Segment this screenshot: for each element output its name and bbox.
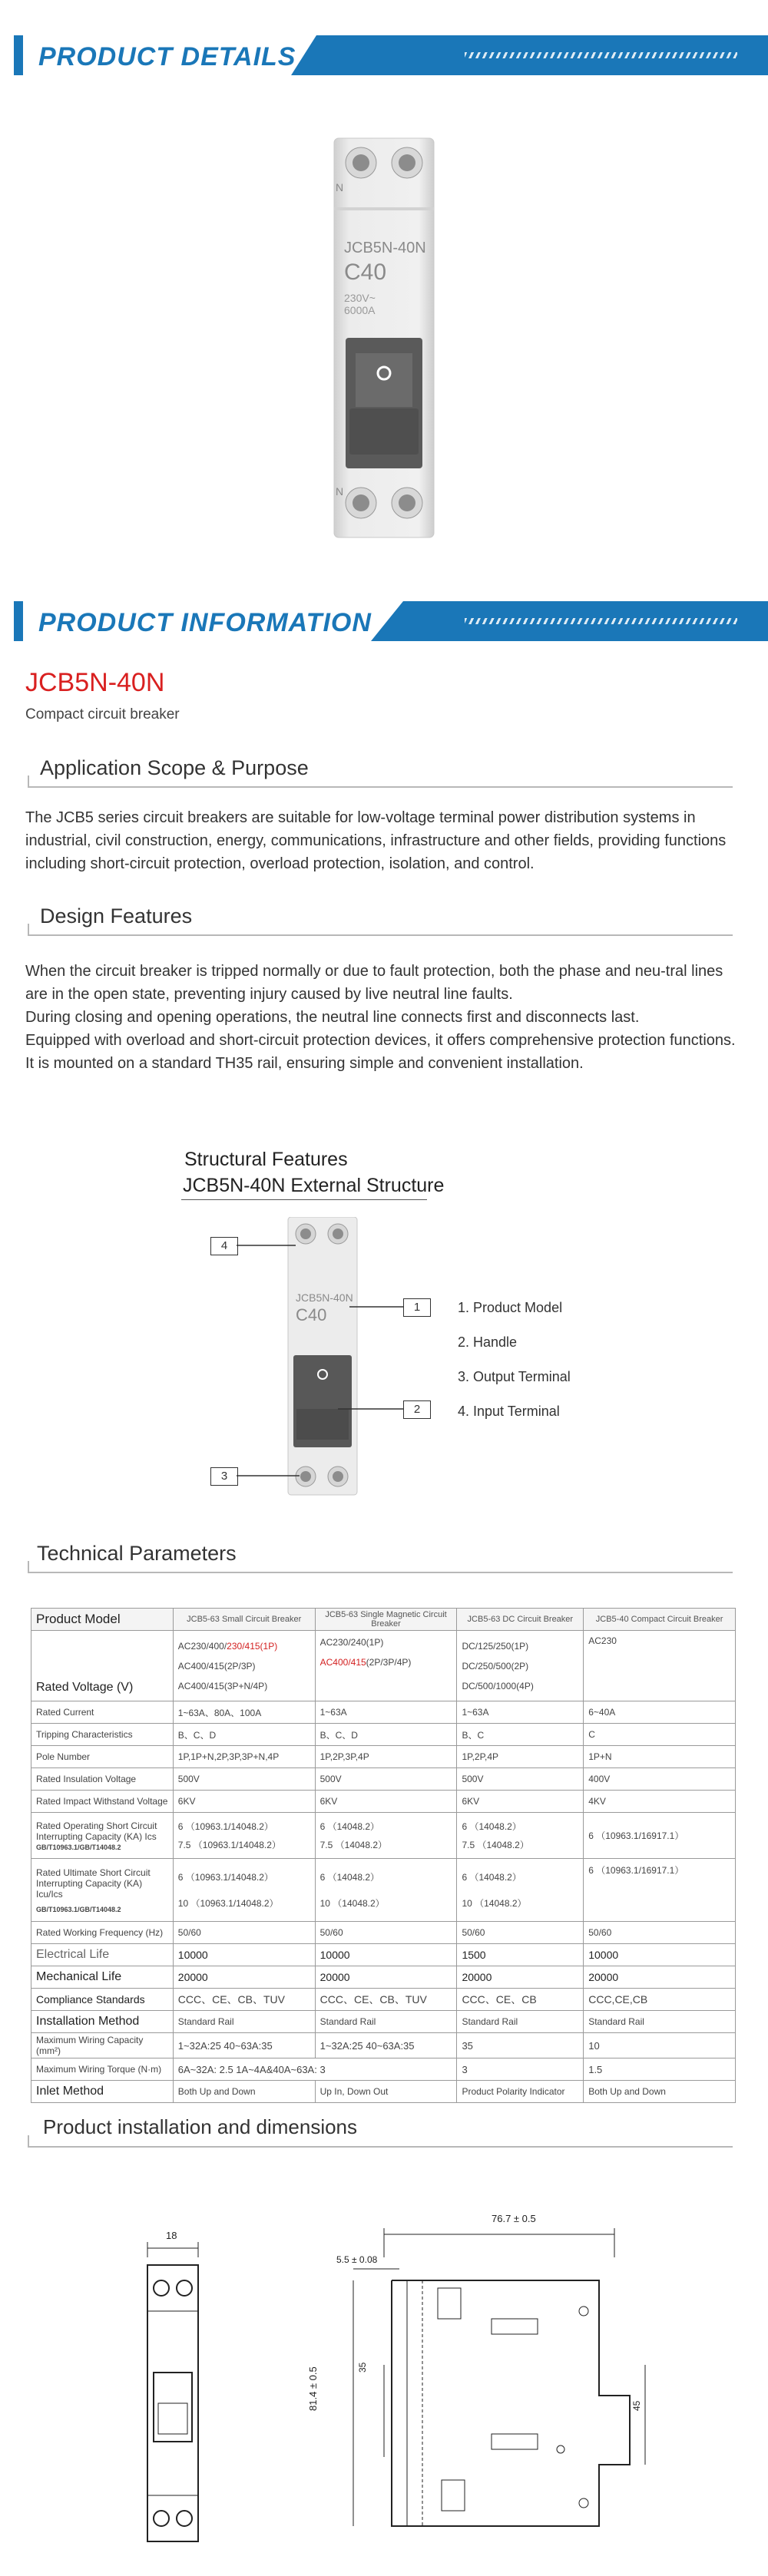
table-row — [31, 1966, 736, 1989]
table-cell: 10000 — [315, 1944, 457, 1966]
table-cell: 1P+N — [584, 1746, 736, 1768]
table-cell: 6A~32A: 2.5 1A~4A&40A~63A: 3 — [173, 2058, 457, 2081]
table-cell: CCC、CE、CB、TUV — [315, 1989, 457, 2011]
table-cell: 1500 — [457, 1944, 584, 1966]
heading-underline — [28, 1572, 733, 1573]
table-row — [31, 1746, 736, 1768]
table-cell: 10000 — [173, 1944, 315, 1966]
product-capacity-label: 6000A — [344, 304, 376, 316]
table-header-row — [31, 1609, 736, 1631]
neutral-mark-top: N — [336, 181, 344, 193]
table-cell: B、C、D — [315, 1724, 457, 1746]
legend-input-terminal: 4. Input Terminal — [458, 1404, 560, 1419]
table-cell: 500V — [173, 1768, 315, 1791]
table-cell: 1~63A — [457, 1701, 584, 1724]
design-line: Equipped with overload and short-circuit protection devices, it offers comprehensive protection functions. — [25, 1032, 736, 1049]
row-label: Electrical Life — [31, 1944, 174, 1966]
row-label: Rated Current — [31, 1701, 174, 1724]
installation-heading: Product installation and dimensions — [43, 2115, 358, 2138]
table-cell: 1.5 — [584, 2058, 736, 2081]
table-row — [31, 1724, 736, 1746]
callout-1: 1 — [403, 1298, 431, 1317]
table-cell: 1~63A — [315, 1701, 457, 1724]
front-view-drawing — [131, 2227, 223, 2549]
table-cell: AC230 — [584, 1631, 736, 1701]
diagram-rating-label: C40 — [296, 1305, 327, 1324]
table-cell: 6 （10963.1/14048.2） 10 （10963.1/14048.2） — [173, 1859, 315, 1922]
table-cell: CCC、CE、CB、TUV — [173, 1989, 315, 2011]
structure-title: Structural Features — [184, 1149, 348, 1170]
callout-2: 2 — [403, 1400, 431, 1419]
table-cell: 3 — [457, 2058, 584, 2081]
table-cell: 6 （14048.2） 10 （14048.2） — [457, 1859, 584, 1922]
table-row — [31, 2011, 736, 2033]
table-row — [31, 1631, 736, 1701]
product-model-heading: JCB5N-40N — [25, 668, 165, 697]
table-cell: 6KV — [173, 1791, 315, 1813]
banner-title: PRODUCT DETAILS — [38, 42, 296, 71]
table-cell: Standard Rail — [457, 2011, 584, 2033]
table-cell: 500V — [315, 1768, 457, 1791]
dim-depth: 45 — [631, 2400, 642, 2411]
product-rating-label: C40 — [344, 260, 387, 285]
heading-tick — [28, 2135, 29, 2146]
design-line: When the circuit breaker is tripped normally or due to fault protection, both the phase and neu-tral lines are in the open state, preventing injury caused by live neutral line faults. — [25, 963, 723, 1003]
table-cell: Standard Rail — [173, 2011, 315, 2033]
table-row — [31, 1944, 736, 1966]
table-cell: 10 — [584, 2033, 736, 2058]
row-label: Pole Number — [31, 1746, 174, 1768]
table-row — [31, 1922, 736, 1944]
spec-table — [31, 1608, 736, 2103]
callout-4: 4 — [210, 1237, 238, 1255]
table-cell: 50/60 — [315, 1922, 457, 1944]
design-line: During closing and opening operations, the neutral line connects first and disconnects last. — [25, 1009, 640, 1026]
table-cell: 50/60 — [457, 1922, 584, 1944]
technical-heading: Technical Parameters — [37, 1542, 237, 1565]
table-row — [31, 2033, 736, 2058]
legend-handle: 2. Handle — [458, 1334, 518, 1350]
structure-subtitle: JCB5N-40N External Structure — [183, 1175, 445, 1196]
table-row — [31, 1813, 736, 1859]
table-row — [31, 1989, 736, 2011]
legend-product-model: 1. Product Model — [458, 1300, 563, 1315]
table-cell: 1~63A、80A、100A — [173, 1701, 315, 1724]
dim-rail: 35 — [357, 2362, 368, 2373]
table-cell: 6 （14048.2） 7.5 （14048.2） — [315, 1813, 457, 1859]
dim-offset: 5.5 ± 0.08 — [336, 2254, 378, 2265]
row-label: Rated Voltage (V) — [31, 1631, 174, 1701]
table-cell: 35 — [457, 2033, 584, 2058]
product-model-label: JCB5N-40N — [344, 240, 426, 256]
header-cell: JCB5-40 Compact Circuit Breaker — [584, 1609, 736, 1631]
table-row — [31, 2058, 736, 2081]
table-row — [31, 1791, 736, 1813]
row-label: Compliance Standards — [31, 1989, 174, 2011]
diagram-model-label: JCB5N-40N — [296, 1291, 353, 1304]
table-row — [31, 1768, 736, 1791]
row-label: Maximum Wiring Capacity (mm²) — [31, 2033, 174, 2058]
table-cell: 6 （10963.1/16917.1） — [584, 1813, 736, 1859]
legend-output-terminal: 3. Output Terminal — [458, 1369, 571, 1384]
heading-tick — [28, 1561, 29, 1572]
table-cell: Both Up and Down — [584, 2081, 736, 2103]
dim-height: 81.4 ± 0.5 — [307, 2366, 319, 2411]
table-cell: 6 （10963.1/14048.2） 7.5 （10963.1/14048.2） — [173, 1813, 315, 1859]
table-cell: 1P,2P,3P,4P — [315, 1746, 457, 1768]
table-row — [31, 1859, 736, 1922]
product-voltage-label: 230V~ — [344, 292, 376, 304]
table-cell: 20000 — [315, 1966, 457, 1989]
row-label: Rated Insulation Voltage — [31, 1768, 174, 1791]
table-cell: 6 （14048.2） 7.5 （14048.2） — [457, 1813, 584, 1859]
dim-width: 18 — [166, 2230, 177, 2241]
table-cell: 20000 — [584, 1966, 736, 1989]
table-cell: CCC、CE、CB — [457, 1989, 584, 2011]
table-cell: DC/125/250(1P) DC/250/500(2P) DC/500/1000(4P) — [457, 1631, 584, 1701]
table-cell: 1~32A:25 40~63A:35 — [173, 2033, 315, 2058]
row-label: Maximum Wiring Torque (N·m) — [31, 2058, 174, 2081]
table-cell: 1P,2P,4P — [457, 1746, 584, 1768]
table-cell: 6KV — [315, 1791, 457, 1813]
row-label: Rated Operating Short Circuit Interrupting Capacity (KA) Ics GB/T10963.1/GB/T14048.2 — [31, 1813, 174, 1859]
table-cell: Standard Rail — [315, 2011, 457, 2033]
callout-3: 3 — [210, 1467, 238, 1486]
table-cell: AC230/400/230/415(1P) AC400/415(2P/3P) AC400/415(3P+N/4P) — [173, 1631, 315, 1701]
row-label: Rated Impact Withstand Voltage — [31, 1791, 174, 1813]
row-label: Rated Working Frequency (Hz) — [31, 1922, 174, 1944]
table-cell: 500V — [457, 1768, 584, 1791]
table-cell: 20000 — [457, 1966, 584, 1989]
table-cell: 4KV — [584, 1791, 736, 1813]
row-label: Inlet Method — [31, 2081, 174, 2103]
table-cell: Product Polarity Indicator — [457, 2081, 584, 2103]
design-heading: Design Features — [40, 904, 193, 928]
table-cell: AC230/240(1P) AC400/415(2P/3P/4P) — [315, 1631, 457, 1701]
table-cell: 6KV — [457, 1791, 584, 1813]
row-label: Installation Method — [31, 2011, 174, 2033]
table-cell: 50/60 — [584, 1922, 736, 1944]
design-line: It is mounted on a standard TH35 rail, ensuring simple and convenient installation. — [25, 1055, 584, 1072]
table-cell: 400V — [584, 1768, 736, 1791]
row-label: Tripping Characteristics — [31, 1724, 174, 1746]
header-cell: JCB5-63 Single Magnetic Circuit Breaker — [315, 1609, 457, 1631]
application-heading: Application Scope & Purpose — [40, 756, 309, 779]
table-row — [31, 2081, 736, 2103]
dim-overall-width: 76.7 ± 0.5 — [492, 2213, 536, 2224]
table-cell: C — [584, 1724, 736, 1746]
table-cell: 1P,1P+N,2P,3P,3P+N,4P — [173, 1746, 315, 1768]
table-cell: 6 （10963.1/16917.1） — [584, 1859, 736, 1922]
banner-title: PRODUCT INFORMATION — [38, 608, 372, 637]
heading-underline — [28, 2146, 733, 2148]
neutral-mark-bottom: N — [336, 485, 344, 498]
row-label: Rated Ultimate Short Circuit Interrupting Capacity (KA) Icu/Ics GB/T10963.1/GB/T14048.2 — [31, 1859, 174, 1922]
table-cell: 6 （14048.2） 10 （14048.2） — [315, 1859, 457, 1922]
table-cell: 6~40A — [584, 1701, 736, 1724]
table-cell: 10000 — [584, 1944, 736, 1966]
table-cell: 1~32A:25 40~63A:35 — [315, 2033, 457, 2058]
table-cell: Both Up and Down — [173, 2081, 315, 2103]
table-cell: Up In, Down Out — [315, 2081, 457, 2103]
application-text: The JCB5 series circuit breakers are suitable for low-voltage terminal power distribution systems in industrial, civil construction, energy, communications, infrastructure and other fields, providing functions including short-circuit protection, overload protection, isolation, and control. — [25, 809, 727, 872]
row-label: Mechanical Life — [31, 1966, 174, 1989]
header-cell: JCB5-63 DC Circuit Breaker — [457, 1609, 584, 1631]
table-cell: CCC,CE,CB — [584, 1989, 736, 2011]
product-name: Compact circuit breaker — [25, 706, 180, 723]
table-cell: B、C — [457, 1724, 584, 1746]
table-cell: 50/60 — [173, 1922, 315, 1944]
table-cell: Standard Rail — [584, 2011, 736, 2033]
table-cell: 20000 — [173, 1966, 315, 1989]
header-cell: JCB5-63 Small Circuit Breaker — [173, 1609, 315, 1631]
header-cell: Product Model — [31, 1609, 174, 1631]
table-row — [31, 1701, 736, 1724]
table-cell: B、C、D — [173, 1724, 315, 1746]
